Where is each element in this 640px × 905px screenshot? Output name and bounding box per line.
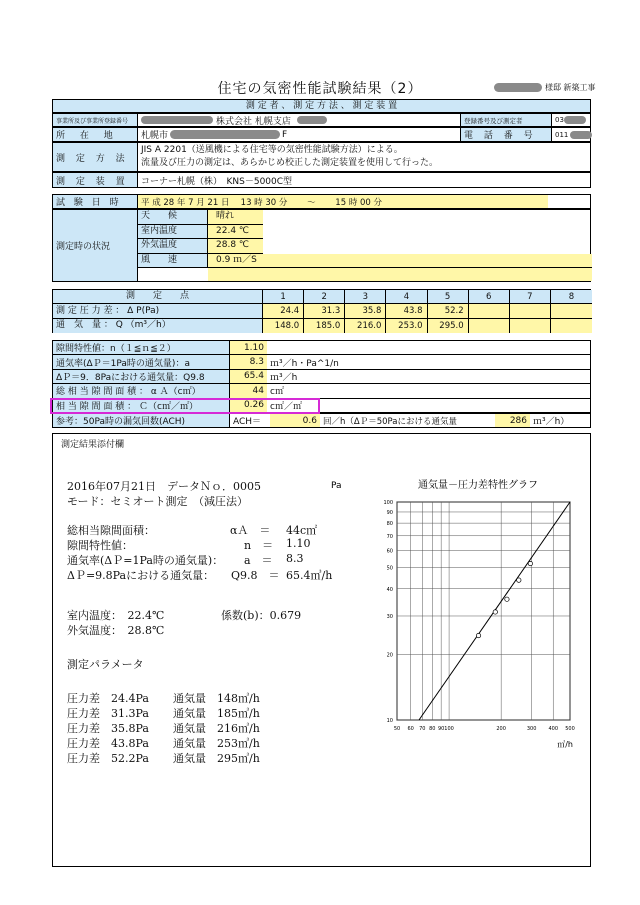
cond-value-3: 0.9 ｍ／S (208, 254, 592, 269)
param-q-4: 通気量 295㎥/h (173, 752, 260, 765)
summary-label-2: 通気率(ΔＰ=1Pa時の通気量)： (67, 554, 224, 567)
device-value: コーナー札幌（株） KNS－5000C型 (141, 176, 293, 187)
redacted-company (141, 116, 213, 124)
point-number: 8 (551, 290, 592, 304)
flow-value: 295.0 (428, 319, 469, 333)
chart-x-tick-label: 80 (429, 726, 436, 732)
characteristic-chart (323, 474, 583, 774)
points-table (52, 289, 591, 333)
pressure-value (510, 304, 551, 319)
address-label: 所 在 地 (53, 128, 138, 141)
summary-sym-0: αＡ ＝ (230, 524, 271, 537)
chart-x-tick-label: 50 (393, 726, 401, 732)
header-right-text: 様邸 新築工事 (545, 83, 596, 92)
chart-y-tick-label: 100 (383, 500, 393, 506)
chart-point (476, 633, 480, 637)
method-line2: 流量及び圧力の測定は、あらかじめ校正した測定装置を使用して行った。 (141, 158, 439, 168)
device-label: 測 定 装 置 (53, 173, 138, 187)
reg-label: 登録番号及び測定者 (460, 114, 552, 126)
result-row (53, 384, 590, 398)
result-unit (267, 341, 357, 354)
summary-val-1: 1.10 (286, 537, 311, 550)
summary-label-3: ΔＰ=9.8Paにおける通気量： (67, 569, 215, 582)
chart-y-tick-label: 70 (386, 533, 393, 540)
method-row (52, 142, 591, 172)
param-q-2: 通気量 216㎥/h (173, 722, 260, 735)
chart-title: 通気量－圧力差特性グラフ (418, 480, 538, 491)
param-q-1: 通気量 185㎥/h (173, 707, 260, 720)
page-title: 住宅の気密性能試験結果（2） (217, 81, 423, 97)
temp-out: 外気温度： 28.8℃ (67, 624, 165, 637)
result-unit: c㎡ (270, 387, 284, 398)
result-label: 隙間特性値：n（１≦ｎ≦２） (53, 341, 230, 354)
point-number: 3 (345, 290, 386, 304)
phone-label: 電 話 番 号 (460, 128, 552, 141)
flow-value (551, 319, 592, 333)
ach-mid: 回／h（ΔＰ＝50Paにおける通気量 (323, 416, 457, 427)
point-number: 7 (510, 290, 551, 304)
flow-value: 148.0 (263, 319, 304, 333)
param-p-0: 圧力差 24.4Pa (67, 692, 149, 705)
result-unit: ｍ³／h (270, 372, 298, 383)
result-label: 相 当 隙 間 面 積 ： Ｃ（c㎡／㎡） (53, 399, 230, 412)
header-right (494, 82, 596, 93)
result-value: 44 (230, 384, 267, 397)
summary-sym-1: n ＝ (244, 539, 274, 552)
result-label: ΔＰ＝9．8Paにおける通気量：Q9.8 (53, 370, 230, 383)
chart-x-tick-label: 70 (419, 726, 426, 732)
chart-x-tick-label: 90 (437, 726, 445, 732)
company-label: 事業所及び事業所登録番号 (53, 114, 138, 126)
chart-y-tick-label: 10 (386, 718, 393, 724)
flow-value: 253.0 (386, 319, 427, 333)
point-number: 2 (304, 290, 345, 304)
result-label: 通気率(ΔＰ＝1Pa時の通気量)：a (53, 355, 230, 368)
cond-value-1: 22.4 ℃ (208, 225, 263, 240)
reg-value: 03 (555, 116, 564, 124)
flow-value (510, 319, 551, 333)
chart-y-tick-label: 50 (386, 565, 393, 572)
pressure-value: 31.3 (304, 304, 345, 319)
device-row (52, 172, 591, 188)
point-number: 4 (386, 290, 427, 304)
summary-label-0: 総相当隙間面積： (67, 524, 155, 537)
cond-blank-row (208, 268, 592, 281)
chart-x-tick-label: 500 (565, 726, 575, 732)
points-header-label: 測 定 点 (53, 290, 263, 304)
pressure-value: 35.8 (345, 304, 386, 319)
chart-y-tick-label: 30 (386, 613, 393, 620)
flow-label: 通 気 量 ： Q （m³／h） (53, 319, 263, 333)
points-grid (263, 290, 592, 333)
chart-y-tick-label: 60 (386, 548, 393, 555)
summary-val-3: 65.4㎥/h (286, 569, 333, 582)
ach-prefix: ACH＝ (233, 417, 262, 427)
cond-label-1: 室内温度 (138, 225, 208, 240)
chart-xlabel: ㎥/h (557, 740, 573, 749)
cond-value-0: 晴れ (208, 210, 263, 225)
results-block (52, 340, 591, 428)
summary-sym-2: a ＝ (244, 554, 273, 567)
address-row (52, 127, 591, 142)
cond-value-2: 28.8 ℃ (208, 239, 263, 254)
pressure-value: 24.4 (263, 304, 304, 319)
result-value: 8.3 (230, 355, 267, 368)
company-value: 株式会社 札幌支店 (216, 116, 291, 127)
ach-unit: ｍ³／h） (533, 417, 570, 427)
pressure-value (551, 304, 592, 319)
report-mode-line: モード：セミオート測定 （減圧法） (67, 495, 249, 508)
method-label: 測 定 方 法 (53, 143, 138, 171)
point-number: 6 (469, 290, 510, 304)
chart-y-tick-label: 20 (386, 652, 393, 659)
summary-val-2: 8.3 (286, 552, 304, 565)
pressure-value: 52.2 (428, 304, 469, 319)
cond-label-3: 風 速 (138, 254, 208, 269)
cond-label-0: 天 候 (138, 210, 208, 225)
chart-point (505, 597, 509, 601)
chart-frame (397, 502, 570, 720)
chart-x-tick-label: 100 (444, 726, 454, 732)
address-suffix: F (282, 129, 288, 140)
address-value: 札幌市 (141, 131, 169, 141)
pressure-label: 測 定 圧 力 差 ： Δ P(Pa) (53, 304, 263, 319)
chart-x-tick-label: 400 (548, 726, 559, 732)
redacted-name (494, 83, 542, 92)
conditions-block (52, 209, 591, 282)
point-number: 5 (428, 290, 469, 304)
chart-y-tick-label: 40 (386, 586, 393, 593)
highlight-box (50, 398, 320, 414)
chart-y-tick-label: 90 (386, 509, 393, 516)
point-number: 1 (263, 290, 304, 304)
pressure-value: 43.8 (386, 304, 427, 319)
flow-value: 185.0 (304, 319, 345, 333)
datetime-value: 平 成 28 年 7 月 21 日 13 時 30 分 ～ 15 時 00 分 (138, 195, 548, 208)
ach-label: 参考：50Pa時の漏気回数(ACH) (53, 414, 230, 427)
report-title: 測定結果添付欄 (61, 440, 125, 450)
ach-row (53, 413, 590, 427)
report-date-line: 2016年07月21日 データＮｏ．0005 (67, 480, 261, 493)
section1-title: 測 定 者 、 測 定 方 法 、 測 定 装 置 (52, 99, 591, 113)
param-q-0: 通気量 148㎥/h (173, 692, 260, 705)
chart-point (493, 610, 497, 614)
conditions-group-label: 測定時の状況 (53, 210, 138, 281)
ach-value: 0.6 (270, 414, 320, 427)
report-attachment (52, 433, 591, 867)
pressure-value (469, 304, 510, 319)
result-label: 総 相 当 隙 間 面 積 ： α Ａ（c㎡） (53, 384, 230, 397)
summary-label-1: 隙間特性値： (67, 539, 133, 552)
phone-value: 011 (555, 130, 569, 139)
result-value: 65.4 (230, 370, 267, 383)
param-p-4: 圧力差 52.2Pa (67, 752, 149, 765)
result-unit: ｍ³／h・Pa^1/n (270, 358, 339, 369)
datetime-row (52, 194, 591, 209)
coefficient: 係数(b)：0.679 (221, 609, 302, 622)
result-unit: c㎡／㎡ (270, 401, 302, 412)
param-p-1: 圧力差 31.3Pa (67, 707, 149, 720)
param-q-3: 通気量 253㎥/h (173, 737, 260, 750)
method-line1: JIS A 2201（送風機による住宅等の気密性能試験方法）による。 (141, 145, 403, 155)
chart-points (476, 561, 532, 637)
param-title: 測定パラメータ (67, 658, 144, 671)
flow-value (469, 319, 510, 333)
param-p-3: 圧力差 43.8Pa (67, 737, 149, 750)
ach-flow: 286 (495, 414, 530, 427)
chart-x-tick-label: 300 (526, 726, 537, 732)
chart-grid (383, 500, 574, 732)
chart-y-tick-label: 80 (386, 521, 393, 528)
chart-x-tick-label: 200 (496, 726, 506, 732)
result-value: 1.10 (230, 341, 267, 354)
summary-val-0: 44c㎡ (286, 524, 318, 537)
chart-point (517, 578, 521, 582)
result-row (53, 355, 590, 369)
chart-point (528, 561, 532, 565)
chart-x-tick-label: 60 (407, 726, 414, 732)
cond-label-2: 外気温度 (138, 239, 208, 254)
temp-in: 室内温度： 22.4℃ (67, 609, 165, 622)
param-p-2: 圧力差 35.8Pa (67, 722, 149, 735)
company-row (52, 113, 591, 127)
result-value: 0.26 (230, 399, 267, 412)
flow-value: 216.0 (345, 319, 386, 333)
summary-sym-3: Q9.8 ＝ (231, 569, 280, 582)
chart-ylabel: Pa (331, 481, 342, 491)
result-row (53, 341, 590, 355)
datetime-label: 試 験 日 時 (53, 195, 138, 208)
result-row (53, 370, 590, 384)
